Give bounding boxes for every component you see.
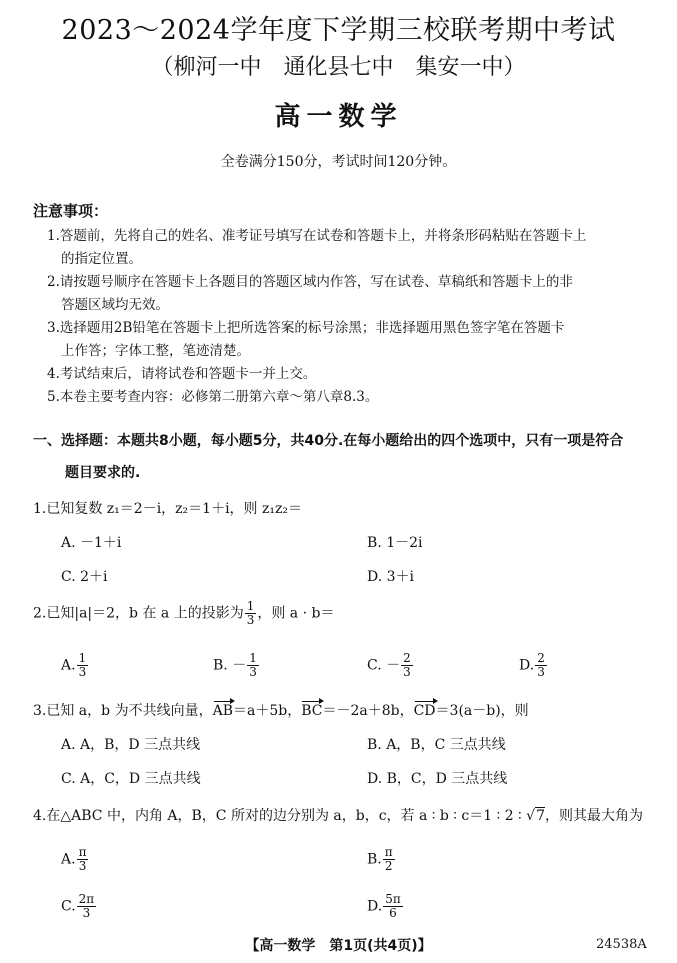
notice-item: 4.考试结束后，请将试卷和答题卡一并上交。 <box>47 366 317 382</box>
q4-option-c <box>61 893 97 920</box>
fraction-numerator: π <box>384 845 393 859</box>
option-label: B. － <box>213 657 247 674</box>
notice-item: 答题区域均无效。 <box>61 297 169 313</box>
fraction-denominator: 2 <box>384 859 393 873</box>
fraction-numerator: 1 <box>246 599 255 613</box>
option-fraction <box>77 846 89 873</box>
fraction-numerator: π <box>78 845 87 859</box>
q1-option-a: A. －1＋i <box>61 535 122 551</box>
q3-option-a: A. A，B，D 三点共线 <box>61 737 201 753</box>
option-fraction <box>535 652 547 679</box>
full-score-note: 全卷满分150分，考试时间120分钟。 <box>220 154 457 170</box>
q2-stem-text-end: ，则 a · b＝ <box>257 605 335 622</box>
q4-option-b <box>367 846 396 873</box>
q1-option-b: B. 1－2i <box>367 535 423 551</box>
page-footer: 【高一数学 第1页(共4页)】 <box>245 938 432 954</box>
fraction-denominator: 3 <box>82 906 91 920</box>
fraction-denominator: 3 <box>78 859 87 873</box>
vector-cd: CD <box>413 703 436 719</box>
section-heading-cont: 题目要求的. <box>65 465 141 481</box>
option-fraction <box>383 893 403 920</box>
fraction-denominator: 6 <box>389 906 397 920</box>
notice-item: 3.选择题用2B铅笔在答题卡上把所选答案的标号涂黑；非选择题用黑色签字笔在答题卡 <box>47 320 565 336</box>
notice-item: 5.本卷主要考查内容：必修第二册第六章～第八章8.3。 <box>47 389 379 405</box>
fraction-denominator: 3 <box>403 665 411 679</box>
fraction-denominator: 3 <box>246 613 255 627</box>
q1-option-c: C. 2＋i <box>61 569 108 585</box>
fraction-numerator: 1 <box>78 651 87 665</box>
vector-bc: BC <box>301 703 323 719</box>
q3-stem-text: ＝－2a＋8b， <box>322 703 414 719</box>
q2-option-d <box>519 652 548 679</box>
q3-option-b: B. A，B，C 三点共线 <box>367 737 506 753</box>
q3-stem-text: ＝3(a－b)，则 <box>435 703 529 719</box>
section-heading: 一、选择题：本题共8小题，每小题5分，共40分.在每小题给出的四个选项中，只有一项是符合 <box>33 433 624 449</box>
fraction-denominator: 3 <box>249 665 257 679</box>
q1-option-d: D. 3＋i <box>367 569 415 585</box>
option-label: A. <box>61 657 76 674</box>
question-1-stem: 1.已知复数 z₁＝2－i，z₂＝1＋i，则 z₁z₂＝ <box>33 501 302 517</box>
q3-stem-text: ＝a＋5b， <box>232 703 302 719</box>
option-label: A. <box>61 851 76 868</box>
q3-option-d: D. B，C，D 三点共线 <box>367 771 508 787</box>
paper-code: 24538A <box>596 937 647 952</box>
option-fraction <box>401 652 413 679</box>
notice-item: 的指定位置。 <box>61 251 142 267</box>
fraction-denominator: 3 <box>78 665 87 679</box>
q2-option-b <box>213 652 260 679</box>
option-fraction <box>383 846 395 873</box>
option-fraction <box>77 652 89 679</box>
question-4-stem <box>33 805 643 825</box>
q4-option-d <box>367 893 404 920</box>
notice-title: 注意事项： <box>33 202 109 220</box>
exam-subtitle: （柳河一中 通化县七中 集安一中） <box>151 55 526 80</box>
fraction-numerator: 5π <box>385 892 401 906</box>
fraction-numerator: 1 <box>249 651 257 665</box>
q2-option-c <box>367 652 414 679</box>
fraction-numerator: 2π <box>78 892 95 906</box>
option-fraction <box>247 652 259 679</box>
option-label: D. <box>519 657 535 674</box>
q4-stem-text: 4.在△ABC 中，内角 A，B，C 所对的边分别为 a，b，c，若 a ∶ b ∶ c＝1 ∶ 2 ∶ √ <box>33 808 536 824</box>
notice-item: 2.请按题号顺序在答题卡上各题目的答题区域内作答，写在试卷、草稿纸和答题卡上的非 <box>47 274 573 290</box>
q3-option-c: C. A，C，D 三点共线 <box>61 771 201 787</box>
option-label: D. <box>367 898 383 915</box>
q2-stem-fraction <box>245 600 257 627</box>
notice-item: 1.答题前，先将自己的姓名、准考证号填写在试卷和答题卡上，并将条形码粘贴在答题卡上 <box>47 228 587 244</box>
exam-title: 2023～2024学年度下学期三校联考期中考试 <box>61 15 616 46</box>
sqrt-radicand: 7 <box>536 808 545 824</box>
q4-option-a <box>61 846 89 873</box>
q4-stem-text-end: ，则其最大角为 <box>545 808 643 824</box>
q3-stem-text: 3.已知 a，b 为不共线向量， <box>33 703 213 719</box>
vector-ab: AB <box>212 703 233 719</box>
option-label: C. <box>61 898 76 915</box>
option-label: C. － <box>367 657 401 674</box>
q2-stem-text: 2.已知|a|＝2，b 在 a 上的投影为 <box>33 605 244 622</box>
option-label: B. <box>367 851 382 868</box>
subject-title: 高一数学 <box>274 102 403 132</box>
notice-item: 上作答；字体工整，笔迹清楚。 <box>61 343 250 359</box>
fraction-denominator: 3 <box>537 665 545 679</box>
question-2-stem <box>33 600 334 627</box>
fraction-numerator: 2 <box>403 651 411 665</box>
q2-option-a <box>61 652 89 679</box>
fraction-numerator: 2 <box>537 651 545 665</box>
question-3-stem <box>33 700 529 720</box>
option-fraction <box>77 893 97 920</box>
